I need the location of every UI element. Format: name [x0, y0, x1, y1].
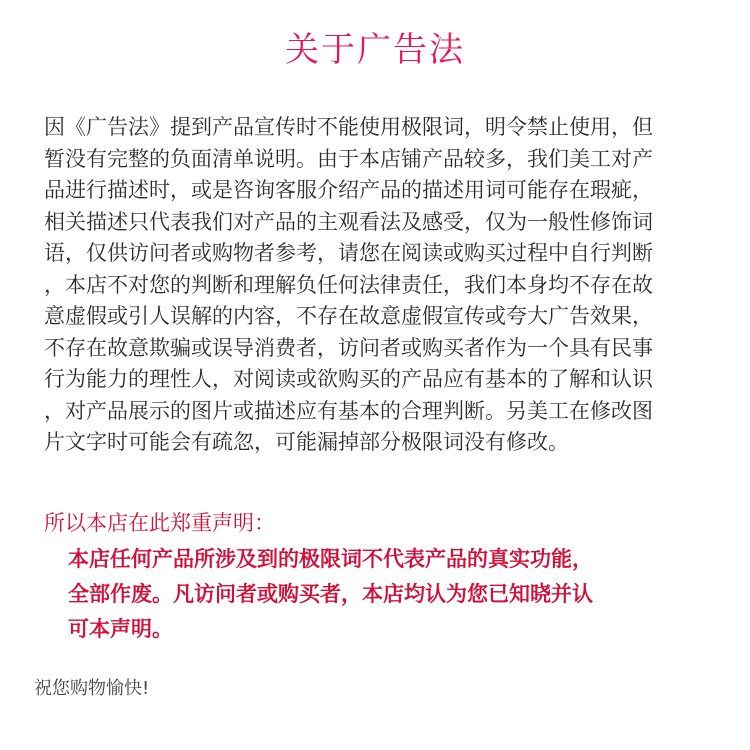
body-line: 语，仅供访问者或购物者参考，请您在阅读或购买过程中自行判断	[44, 241, 653, 265]
body-line: ，本店不对您的判断和理解负任何法律责任，我们本身均不存在故	[44, 272, 653, 297]
notice-body	[44, 112, 714, 459]
body-line: 行为能力的理性人，对阅读或欲购买的产品应有基本的了解和认识	[44, 367, 653, 391]
body-line: 意虚假或引人误解的内容，不存在故意虚假宣传或夸大广告效果，	[44, 304, 653, 328]
body-line: 片文字时可能会有疏忽，可能漏掉部分极限词没有修改。	[44, 430, 569, 454]
body-line: 因《广告法》提到产品宣传时不能使用极限词，明令禁止使用，但	[44, 115, 653, 139]
declaration-body	[68, 542, 593, 647]
closing-greeting: 祝您购物愉快!	[34, 678, 150, 699]
body-line: 暂没有完整的负面清单说明。由于本店铺产品较多，我们美工对产	[44, 146, 653, 171]
body-line: 不存在故意欺骗或误导消费者，访问者或购买者作为一个具有民事	[44, 335, 653, 360]
declaration-heading: 所以本店在此郑重声明：	[44, 511, 275, 535]
declaration-line: 可本声明。	[68, 617, 173, 641]
body-line: 相关描述只代表我们对产品的主观看法及感受，仅为一般性修饰词	[44, 209, 653, 234]
page-title: 关于广告法	[285, 30, 465, 70]
declaration-line: 全部作废。凡访问者或购买者，本店均认为您已知晓并认	[68, 582, 593, 606]
body-line: 品进行描述时，或是咨询客服介绍产品的描述用词可能存在瑕疵，	[44, 178, 653, 202]
body-line: ，对产品展示的图片或描述应有基本的合理判断。另美工在修改图	[44, 398, 653, 423]
declaration-line: 本店任何产品所涉及到的极限词不代表产品的真实功能，	[68, 547, 593, 571]
